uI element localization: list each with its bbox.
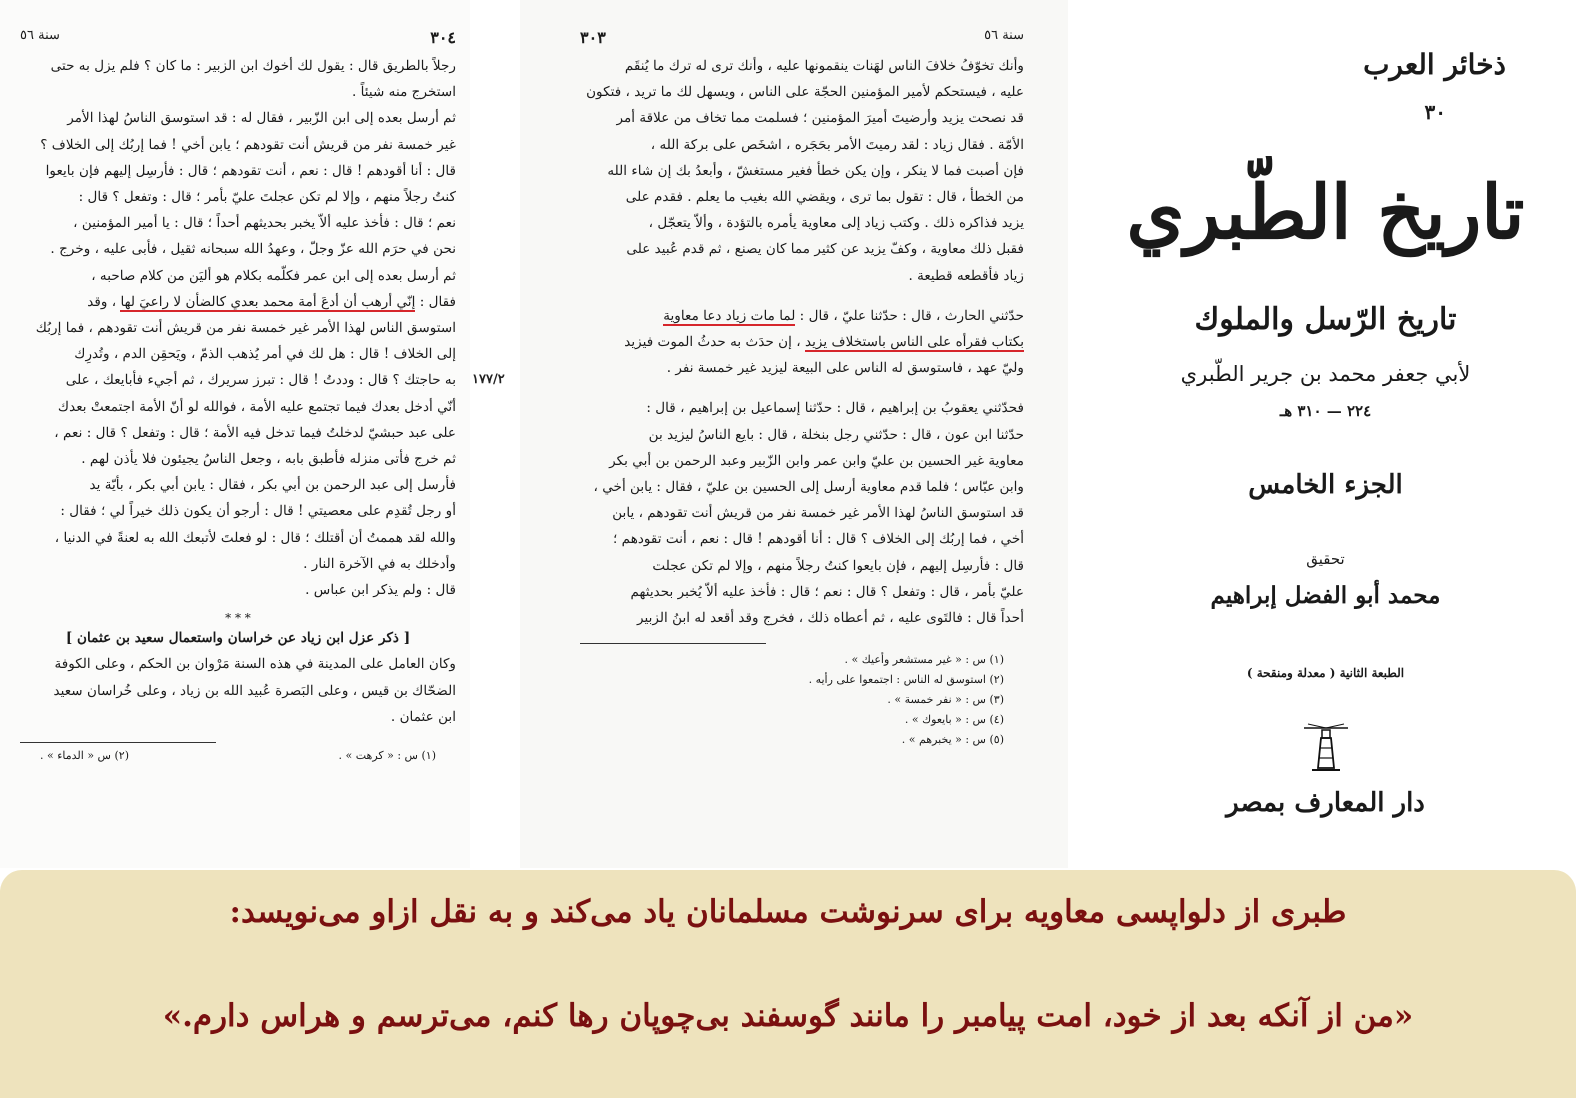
underlined-quote: لما مات زياد دعا معاوية: [663, 307, 796, 324]
footnote: (٢) س « الدماء » .: [40, 749, 129, 763]
caption-line-2: «من از آنکه بعد از خود، امت پیامبر را مانند گوسفند بی‌چوپان رها کنم، می‌ترسم و هراس دارم.»: [162, 998, 1414, 1034]
page-header: [20, 28, 456, 47]
page-number: ٣٠٤: [430, 28, 456, 47]
text-line: ثم خرج فأتى منزله فأطبق بابه ، وجعل الناسُ يجيئون فلا يأذن لهم .: [81, 451, 456, 468]
text-block: [20, 651, 456, 730]
edition: الطبعة الثانية ( معدلة ومنقحة ): [1246, 666, 1405, 680]
title-page: [1075, 0, 1576, 868]
footnote: (٤) س : « بايعوك » .: [904, 713, 1004, 727]
footnote: (٢) استوسق له الناس : اجتمعوا على رأيه .: [808, 673, 1004, 687]
publisher: دار المعارف بمصر: [1226, 788, 1425, 818]
text-line: زياد فأقطعه قطيعة .: [908, 267, 1024, 284]
highlighted-line: حدّثني الحارث ، قال : حدّثنا عليّ ، قال : لما مات زياد دعا معاوية: [663, 307, 1024, 324]
text-line: أحداً قال : فالتَوى عليه ، ثم أعطاه ذلك ، فخرج وقد أقعد له ابنُ الزبير: [637, 610, 1024, 627]
text-line: أو رجل تُقدِم على معصيتي ! قال : أرجو أن يكون ذلك خيراً لي ؛ فقال :: [60, 503, 456, 520]
section-title: [ ذكر عزل ابن زياد عن خراسان واستعمال سعيد بن عثمان ]: [65, 630, 411, 647]
year-label: سنة ٥٦: [20, 28, 60, 43]
text-block: [580, 53, 1024, 289]
underlined-quote: بكتاب فقرأه على الناس باستخلاف يزيد: [804, 334, 1024, 351]
text-line: قال : أنا أقودهم ! قال : نعم ، أنت تقودهم ؛ قال : فأرسِل إليهم فإن بايعوا: [45, 162, 456, 179]
text-line: أنّي أدخل بعدك فيما تجتمع عليه الأمة ، فوالله لو أنّ الأمة اجتمعتْ بعدك: [57, 398, 456, 415]
text-line: الضحّاك بن قيس ، وعلى البَصرة عُبيد الله بن زياد ، وعلى خُراسان سعيد: [53, 682, 456, 699]
text-line: ثم أرسل بعده إلى ابن الزّبير ، فقال له : قد استوسق الناسُ لهذا الأمر: [67, 110, 456, 127]
text-line: قد نصحت يزيد وأرضيتَ أميرَ المؤمنين ؛ فسلمت مما تخاف من علاقة أمر: [616, 110, 1024, 127]
text-line: على عبد حبشيّ لدخلتُ فيما تدخل فيه الأمة ؛ قال : وتفعل ؟ قال : نعم ،: [54, 424, 456, 441]
text-line: ثم أرسل بعده إلى ابن عمر فكلّمه بكلام هو أليَن من كلام صاحبه ،: [91, 267, 456, 284]
text-line: من الخطأ ، قال : تقول بما ترى ، ويقضي الله بغيب ما يعلم . فقدم على: [625, 189, 1024, 206]
lighthouse-logo-icon: [1075, 720, 1576, 780]
editing-label: تحقيق: [1306, 550, 1345, 568]
year-label: سنة ٥٦: [984, 28, 1024, 43]
text-line: معاوية غير الحسين بن عليّ وابن عمر وابن الزّبير وعبد الرحمن بن أبي بكر: [609, 452, 1024, 469]
text-line: إلى الخلاف ! قال : هل لك في أمر يُذهب الذمّ ، ويَحقِن الدم ، وتُدرِك: [74, 346, 456, 363]
page-304: ٣٠٤ سنة ٥٦ رجلاً بالطريق قال : يقول لك أخوك ابن الزبير : ما كان ؟ فلم يزل به حتى استخرج منه شيئاً . ثم أرسل بعده إلى ابن الزّبير ، فقال له : قد استوسق الناسُ لهذا الأمر غير خمسة نفر من قريش أنت تقودهم ؛ يابن أخي ! فما إربُك إلى الخلاف ؟ قال : أنا أقودهم ! قال : نعم ، أنت تقودهم ؛ قال : فأرسِل إليهم فإن بايعوا كنتُ رجلاً منهم ، وإلا لم تكن عجلتَ عليّ بأمر ؛ قال : وتفعل ؟ قال : نعم ؛ قال : فأخذ عليه ألاّ يخبر بحديثهم أحداً ؛ قال : يا أمير المؤمنين ، نحن في حرَم الله عزّ وجلّ ، وعهدُ الله سبحانه ثقيل ، فأبى عليه ، وخرج . ثم أرسل بعده إلى ابن عمر فكلّمه بكلام هو أليَن من كلام صاحبه ، فقال : إنّي أرهب أن أدعَ أمة محمد بعدي كالضأن لا راعيَ لها ، وقد استوسق الناس لهذا الأمر غير خمسة نفر من قريش أنت تقودهم ، فما إربُك إلى الخلاف ! قال : هل لك في أمر يُذهب الذمّ ، ويَحقِن الدم ، وتُدرِك به حاجتك ؟ قال : وددتُ ! قال : تبرز سريرك ، ثم أجيء فأبايعك ، على أنّي أدخل بعدك فيما تجتمع عليه الأمة ، فوالله لو أنّ الأمة اجتمعتْ بعدك على عبد حبشيّ لدخلتُ فيما تدخل فيه الأمة ؛ قال : وتفعل ؟ قال : نعم ، ثم خرج فأتى منزله فأطبق بابه ، وجعل الناسُ يجيئون فلا يأذن لهم . فأرسل إلى عبد الرحمن بن أبي بكر ، فقال : يابن أبي بكر ، بأيّة يد أو رجل تُقدِم على معصيتي ! قال : أرجو أن يكون ذلك خيراً لي ؛ فقال : والله لقد هممتُ أن أقتلك ؛ قال : لو فعلتَ لأتبعك الله به لعنةً في الدنيا ، وأدخلك به في الآخرة النار . قال : ولم يذكر ابن عباس . * * * [ ذكر عزل ابن زياد عن خراسان واستعمال سعيد بن عثمان ] وكان العامل على المدينة في هذه السنة مَرْوان بن الحكم ، وعلى الكوفة الضحّاك بن قيس ، وعلى البَصرة عُبيد الله بن زياد ، وعلى خُراسان سعيد ابن عثمان . (١) س : « كرهت » . (٢) س « الدماء » .: [0, 0, 470, 868]
text-block: [20, 53, 456, 289]
text-block: [20, 315, 456, 603]
text-line: يزيد فذاكره ذلك . وكتب زياد إلى معاوية يأمره بالتؤدة ، وألاّ يتعجّل ،: [648, 215, 1024, 232]
footnote-divider: [580, 643, 766, 644]
text-line: وأدخلك به في الآخرة النار .: [303, 555, 456, 572]
text-line: فأرسل إلى عبد الرحمن بن أبي بكر ، فقال : يابن أبي بكر ، بأيّة يد: [89, 477, 456, 494]
footnote: (٥) س : « يخبرهم » .: [901, 733, 1004, 747]
page-number: ٣٠٣: [580, 28, 606, 47]
caption-banner: [0, 870, 1576, 1098]
text-line: قد استوسق الناسُ لهذا الأمر غير خمسة نفر من قريش أنت تقودهم ، يابن: [612, 505, 1024, 522]
text-line: نعم ؛ قال : فأخذ عليه ألاّ يخبر بحديثهم أحداً ؛ قال : يا أمير المؤمنين ،: [73, 215, 456, 232]
text-line: حدّثنا ابن عون ، قال : حدّثني رجل بنخلة ، قال : بايع الناسُ ليزيد بن: [648, 426, 1024, 443]
footnote: (١) س : « غير مستشعر وأعيك » .: [844, 653, 1004, 667]
text-line: والله لقد هممتُ أن أقتلك ؛ قال : لو فعلتَ لأتبعك الله به لعنةً في الدنيا ،: [54, 529, 456, 546]
text-line: استوسق الناس لهذا الأمر غير خمسة نفر من قريش أنت تقودهم ، فما إربُك: [35, 320, 456, 337]
highlighted-line: فقال : إنّي أرهب أن أدعَ أمة محمد بعدي كالضأن لا راعيَ لها ، وقد: [87, 293, 456, 310]
book-title: تاريخ الطّبري: [1126, 170, 1525, 256]
text-line: وابن عبّاس ؛ فلما قدم معاوية أرسل إلى الحسين بن عليّ ، فقال : يابن أخي ،: [593, 479, 1024, 496]
series-name: ذخائر العرب: [1363, 48, 1506, 81]
text-line: وأنك تخوّفُ خلافَ الناس لهَنات ينقمونها عليه ، وأنك ترى له ترك ما يُنقَم: [624, 58, 1024, 74]
text-line: عليّ بأمر ، قال : وتفعل ؟ قال : نعم ؛ قال : فأخذ عليه ألاّ يُخبر بحديثهم: [630, 583, 1024, 600]
text-line: به حاجتك ؟ قال : وددتُ ! قال : تبرز سريرك ، ثم أجيء فأبايعك ، على: [65, 372, 456, 389]
series-number: ٣٠: [1424, 100, 1446, 124]
caption-line-1: طبری از دلواپسی معاویه برای سرنوشت مسلمانان یاد می‌کند و به نقل ازاو می‌نویسد:: [229, 894, 1347, 930]
text-line: نحن في حرَم الله عزّ وجلّ ، وعهدُ الله سبحانه ثقيل ، فأبى عليه ، وخرج .: [50, 241, 456, 258]
text-line: الأمّة . فقال زياد : لقد رميتَ الأمر بحَجَره ، اشخَص على بركة الله ،: [650, 136, 1024, 153]
footnote: (١) س : « كرهت » .: [338, 749, 436, 763]
text-line: وكان العامل على المدينة في هذه السنة مَرْوان بن الحكم ، وعلى الكوفة: [54, 656, 456, 673]
editor: محمد أبو الفضل إبراهيم: [1210, 582, 1441, 609]
text-line: فحدّثني يعقوبُ بن إبراهيم ، قال : حدّثنا إسماعيل بن إبراهيم ، قال :: [646, 400, 1024, 417]
page-header: [580, 28, 1024, 47]
author: لأبي جعفر محمد بن جرير الطّبري: [1180, 362, 1471, 386]
page-303: [520, 0, 1068, 868]
text-line: أخي ، فما إربُك إلى الخلاف ؟ قال : أنا أقودهم ! قال : نعم ، أنت تقودهم ؛: [613, 531, 1024, 548]
text-line: غير خمسة نفر من قريش أنت تقودهم ؛ يابن أخي ! فما إربُك إلى الخلاف ؟: [40, 136, 456, 153]
text-line: رجلاً بالطريق قال : يقول لك أخوك ابن الزبير : ما كان ؟ فلم يزل به حتى: [50, 58, 456, 74]
text-line: قال : فأرسِل إليهم ، فإن بايعوا كنتُ رجلاً منهم ، وإلا لم تكن عجلت: [652, 557, 1024, 574]
book-subtitle: تاريخ الرّسل والملوك: [1194, 302, 1457, 337]
text-line: كنتُ رجلاً منهم ، وإلا لم تكن عجلتَ عليّ بأمر ؛ قال : وتفعل ؟ قال :: [78, 189, 456, 206]
text-line: ابن عثمان .: [390, 708, 456, 725]
footnote-divider: [20, 742, 216, 743]
text-line: استخرج منه شيئاً .: [351, 84, 456, 101]
footnotes: [580, 650, 1024, 750]
text-line: وليّ عهد ، فاستوسق له الناس على البيعة ليزيد غير خمسة نفر .: [666, 360, 1024, 377]
highlighted-line: بكتاب فقرأه على الناس باستخلاف يزيد ، إن حدَث به حدثُ الموت فيزيد: [624, 334, 1024, 351]
text-line: فقبل ذلك معاوية ، وكفّ يزيد عن كثير مما كان يصنع ، ثم قدم عُبيد على: [626, 241, 1024, 258]
text-line: قال : ولم يذكر ابن عباس .: [305, 582, 456, 599]
text-line: فإن أصبت فما لا ينكر ، وإن يكن خطأ فغير مستغشّ ، وأبعدُ بك إن شاء الله: [607, 162, 1024, 179]
footnotes: [20, 749, 456, 762]
underlined-quote: إنّي أرهب أن أدعَ أمة محمد بعدي كالضأن لا راعيَ لها: [120, 293, 416, 310]
text-block: [580, 395, 1024, 631]
volume: الجزء الخامس: [1248, 470, 1403, 500]
margin-reference: ١٧٧/٢: [472, 372, 505, 387]
author-dates: ٢٢٤ — ٣١٠ هـ: [1279, 402, 1372, 420]
text-line: عليه ، فيستحكم لأمير المؤمنين الحجّة على الناس ، ويسهل لك ما تريد ، فتكون: [586, 84, 1024, 101]
footnote: (٣) س : « نفر خمسة » .: [887, 693, 1004, 707]
